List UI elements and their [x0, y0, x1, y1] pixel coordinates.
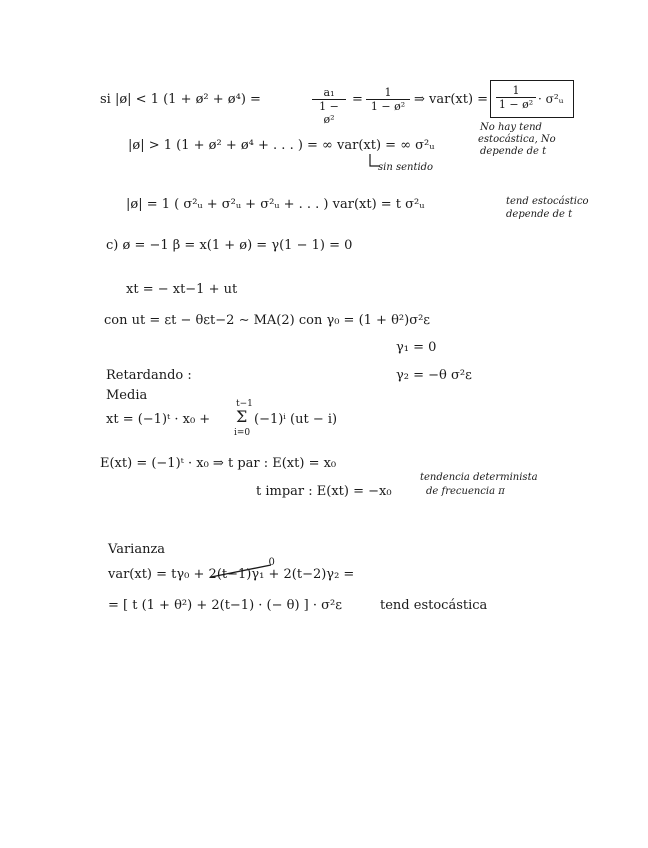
fraction-numerator: 1 — [496, 84, 536, 98]
boxed-fraction — [496, 84, 536, 111]
line-model: xt = − xt−1 + ut — [126, 282, 238, 297]
line-phi-greater-than-1: |ø| > 1 (1 + ø² + ø⁴ + . . . ) = ∞ var(xt) = ∞ σ²ᵤ — [128, 138, 435, 153]
fraction-one — [366, 86, 410, 113]
sum-upper-limit: t−1 — [236, 399, 253, 409]
fraction-a1 — [312, 86, 346, 126]
line-xt-expansion: xt = (−1)ᵗ · x₀ + — [106, 412, 211, 427]
note-sin-sentido: sin sentido — [378, 162, 434, 173]
variance-left: var(xt) = tγ₀ + — [108, 567, 205, 582]
heading-varianza: Varianza — [108, 542, 166, 557]
line-phi-less-than-1: si |ø| < 1 (1 + ø² + ø⁴) = — [100, 92, 261, 107]
line-case-c: c) ø = −1 β = x(1 + ø) = γ(1 − 1) = 0 — [106, 238, 353, 253]
struck-text: 2(t−1)γ₁ — [208, 567, 265, 582]
implies-variance: ⇒ var(xt) = — [414, 92, 489, 107]
label-retardando: Retardando : — [106, 368, 192, 383]
note-estocastica: estocástica, No — [478, 134, 556, 145]
variance-right: + 2(t−2)γ₂ = — [268, 567, 355, 582]
sum-term: (−1)ⁱ (ut − i) — [254, 412, 338, 427]
line-variance-expansion — [108, 557, 355, 583]
boxed-sigma: · σ²ᵤ — [538, 92, 564, 106]
note-depende-t: depende de t — [506, 209, 573, 220]
fraction-denominator: 1 − ø² — [498, 98, 534, 111]
fraction-numerator: a₁ — [312, 86, 346, 100]
sum-symbol: Σ — [236, 407, 248, 426]
line-variance-result: = [ t (1 + θ²) + 2(t−1) · (− θ) ] · σ²ε — [108, 598, 342, 613]
note-tend-estocastica: tend estocástica — [380, 598, 488, 613]
note-frecuencia: de frecuencia π — [426, 486, 505, 497]
equals-sign: = — [352, 92, 363, 107]
line-gamma1: γ₁ = 0 — [396, 340, 437, 355]
struck-term — [208, 557, 275, 583]
note-tendencia-determinista: tendencia determinista — [420, 472, 538, 483]
note-depende-de-t: depende de t — [480, 146, 547, 157]
strike-zero: 0 — [268, 557, 275, 568]
line-con-ut: con ut = εt − θεt−2 ∼ MA(2) con γ₀ = (1 + θ²)σ²ε — [104, 313, 431, 328]
fraction-denominator: 1 − ø² — [370, 100, 406, 113]
line-expectation: E(xt) = (−1)ᵗ · x₀ ⇒ t par : E(xt) = x₀ — [100, 456, 337, 471]
sum-lower-limit: i=0 — [234, 428, 251, 438]
fraction-denominator: 1 − ø² — [319, 100, 339, 126]
line-t-impar: t impar : E(xt) = −x₀ — [256, 484, 392, 499]
line-gamma2: γ₂ = −θ σ²ε — [396, 368, 472, 383]
note-no-hay-tend: No hay tend — [480, 122, 542, 133]
line-phi-equals-1: |ø| = 1 ( σ²ᵤ + σ²ᵤ + σ²ᵤ + . . . ) var(xt) = t σ²ᵤ — [126, 197, 425, 212]
note-tend-estocastico: tend estocástico — [506, 196, 589, 207]
heading-media: Media — [106, 388, 148, 403]
fraction-numerator: 1 — [366, 86, 410, 100]
